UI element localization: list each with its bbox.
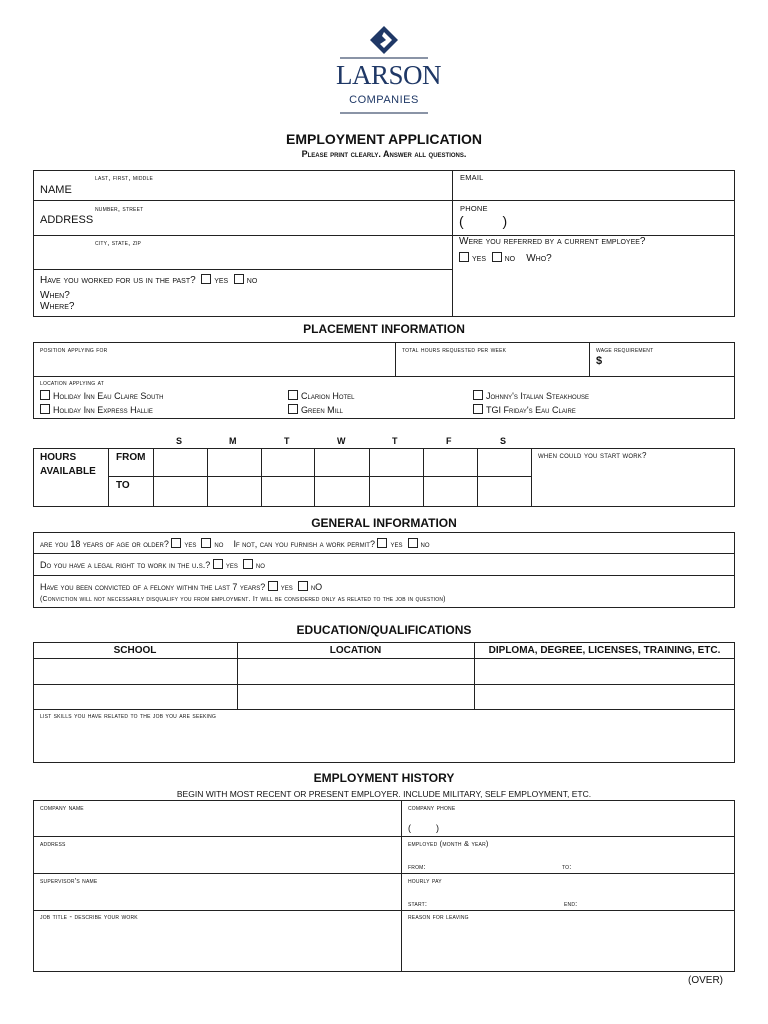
legal-no-checkbox[interactable] [243,559,253,569]
wage-symbol: $ [596,355,603,367]
address-hint: number, street [95,204,144,213]
location-option[interactable]: Johnny's Italian Steakhouse [473,390,589,401]
history-address-field[interactable]: address [40,839,66,848]
start-work-field[interactable]: when could you start work? [538,451,647,460]
history-heading: EMPLOYMENT HISTORY [313,771,455,785]
location-option[interactable]: Holiday Inn Express Hallie [40,404,153,415]
felony-question: Have you been convicted of a felony within the last 7 years? yes nO [40,582,323,592]
phone-label: PHONE [460,204,488,213]
company-phone-label: company phone [408,803,456,812]
education-cell[interactable] [475,685,734,708]
from-label: FROM [116,452,146,463]
city-hint: city, state, zip [95,238,142,247]
school-column-header: SCHOOL [113,645,157,656]
position-field[interactable]: position applying for [40,345,108,354]
page-title: EMPLOYMENT APPLICATION [286,131,482,147]
day-label: F [446,436,452,446]
day-label: S [176,436,183,446]
education-heading: EDUCATION/QUALIFICATIONS [296,623,472,637]
reason-leaving-field[interactable]: reason for leaving [408,912,469,921]
pay-end-field[interactable]: end: [564,899,578,908]
location-column-header: LOCATION [329,645,382,656]
when-label: When? [40,290,70,301]
day-label: S [500,436,507,446]
age-no-checkbox[interactable] [201,538,211,548]
to-label: TO [116,480,130,491]
company-name-field[interactable]: company name [40,803,84,812]
hourly-pay-label: hourly pay [408,876,442,885]
who-label: Who? [526,253,552,264]
hours-requested-field[interactable]: total hours requested per week [402,345,507,354]
pay-start-field[interactable]: start: [408,899,428,908]
address-field[interactable]: ADDRESS [40,214,94,226]
worked-question: Have you worked for us in the past? yes no [40,275,258,286]
referred-no-checkbox[interactable] [492,252,502,262]
felony-note: (Conviction will not necessarily disqualify you from employment. It will be considered only as related to the job in question) [40,596,446,603]
day-label: T [284,436,290,446]
education-cell[interactable] [34,659,236,683]
referred-question: Were you referred by a current employee? [459,236,646,247]
name-hint: last, first, middle [95,173,153,182]
worked-yes-checkbox[interactable] [201,274,211,284]
history-box [33,800,735,972]
felony-no-checkbox[interactable] [298,581,308,591]
referred-options: yes no Who? [459,252,552,264]
email-field[interactable]: EMAIL [460,173,484,182]
location-label: location applying at [40,378,105,387]
location-option[interactable]: Clarion Hotel [288,390,355,401]
education-cell[interactable] [475,659,734,683]
legal-question: Do you have a legal right to work in the u.s.? yes no [40,560,265,570]
referred-yes-checkbox[interactable] [459,252,469,262]
name-field[interactable]: NAME [40,184,72,196]
logo-name: LARSON [336,60,442,90]
page-subtitle: Please print clearly. Answer all questions. [301,149,467,159]
age-question: are you 18 years of age or older? yes no If not, can you furnish a work permit? yes no [40,539,430,549]
education-cell[interactable] [238,659,473,683]
employed-from-field[interactable]: from: [408,862,426,871]
diploma-column-header: DIPLOMA, DEGREE, LICENSES, TRAINING, ETC. [488,645,721,656]
permit-yes-checkbox[interactable] [377,538,387,548]
day-label: T [392,436,398,446]
larson-diamond-icon [336,22,432,62]
age-yes-checkbox[interactable] [171,538,181,548]
supervisor-field[interactable]: supervisor's name [40,876,98,885]
employed-to-field[interactable]: to: [562,862,572,871]
education-cell[interactable] [34,685,236,708]
logo-sub: COMPANIES [349,94,419,106]
permit-no-checkbox[interactable] [408,538,418,548]
location-option[interactable]: TGI Friday's Eau Claire [473,404,576,415]
over-label: (OVER) [688,975,723,986]
placement-heading: PLACEMENT INFORMATION [303,322,465,336]
location-option[interactable]: Green Mill [288,404,343,415]
felony-yes-checkbox[interactable] [268,581,278,591]
hours-available-label: HOURS AVAILABLE [40,452,96,477]
employed-label: employed (month & year) [408,839,489,848]
history-subheading: BEGIN WITH MOST RECENT OR PRESENT EMPLOYER. INCLUDE MILITARY, SELF EMPLOYMENT, ETC. [176,789,592,799]
worked-no-checkbox[interactable] [234,274,244,284]
day-label: W [337,436,346,446]
legal-yes-checkbox[interactable] [213,559,223,569]
education-cell[interactable] [238,685,473,708]
location-option[interactable]: Holiday Inn Eau Claire South [40,390,163,401]
company-phone-field[interactable]: ( ) [408,823,439,833]
job-title-field[interactable]: job title - describe your work [40,912,138,921]
where-label: Where? [40,301,75,312]
wage-field[interactable]: wage requirement [596,345,654,354]
phone-field[interactable]: ( ) [459,213,508,229]
general-heading: GENERAL INFORMATION [311,516,457,530]
day-label: M [229,436,237,446]
skills-field[interactable]: list skills you have related to the job you are seeking [40,711,217,720]
larson-logo [336,22,442,120]
